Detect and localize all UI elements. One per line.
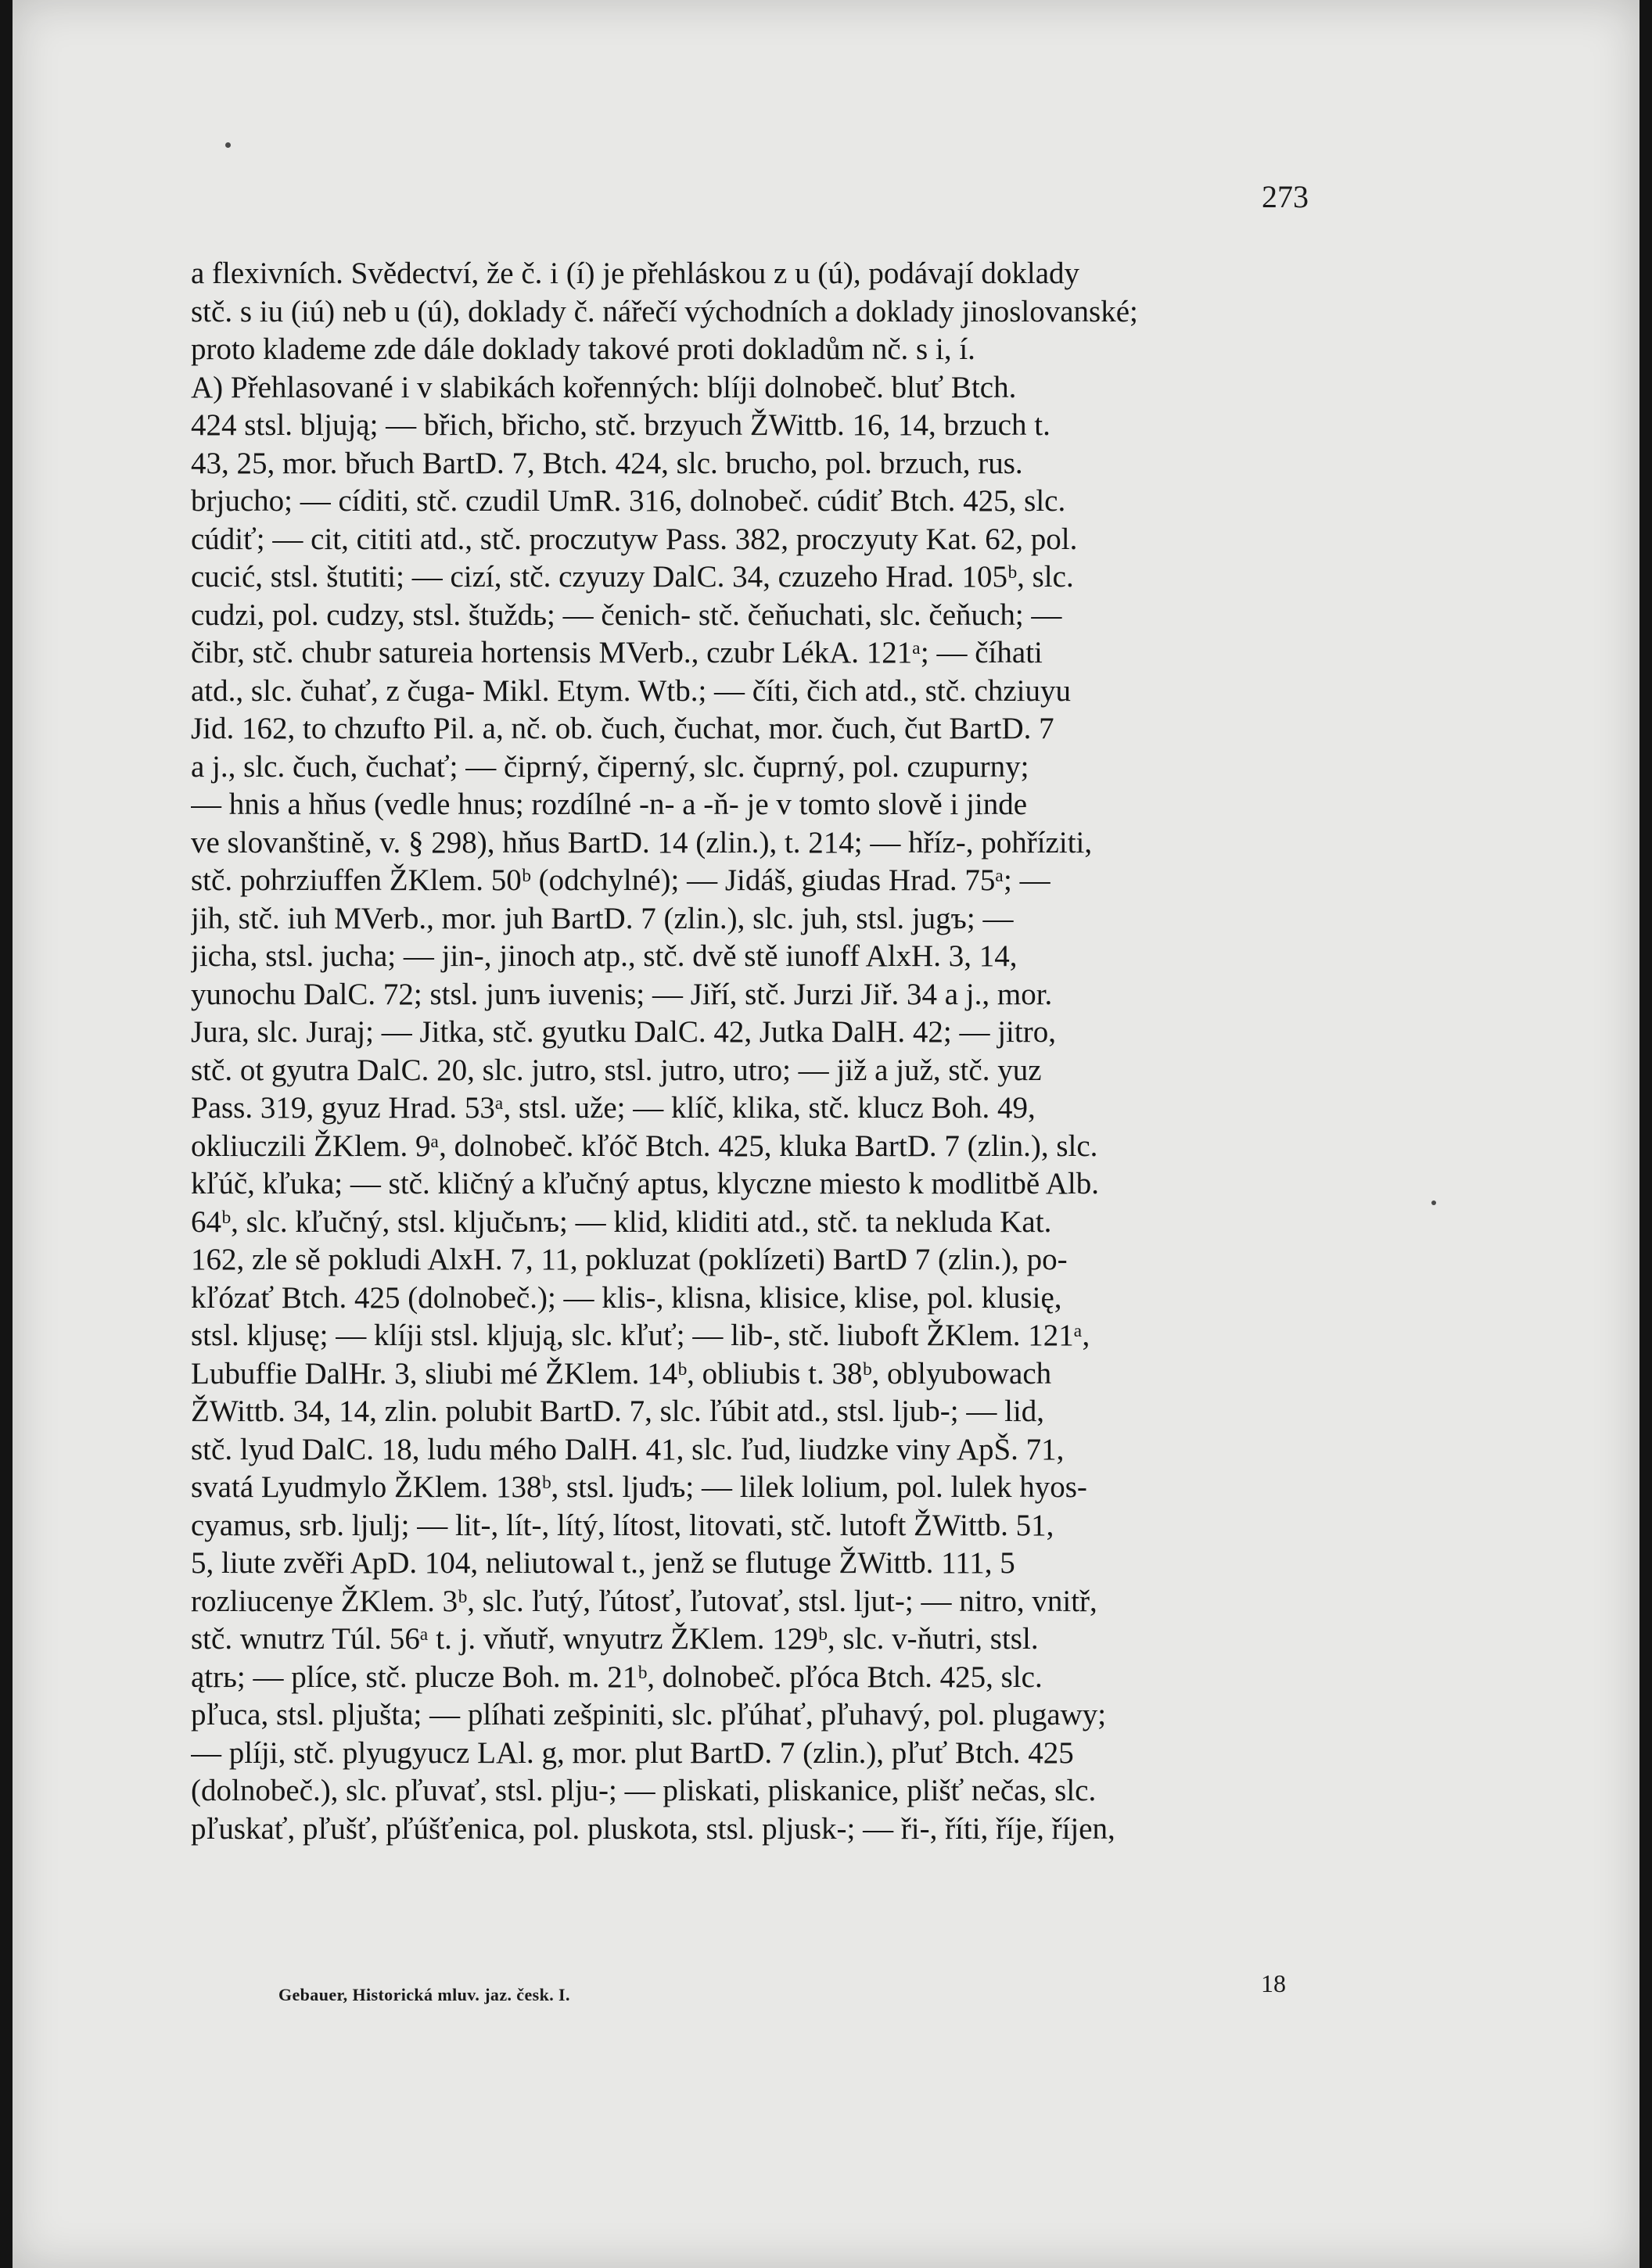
- ink-speck: [225, 142, 231, 148]
- text-line: pľuca, stsl. pljušta; — plíhati zešpiniti, slc. pľúhať, pľuhavý, pol. plugawy;: [191, 1698, 1107, 1732]
- text-line: 43, 25, mor. břuch BartD. 7, Btch. 424, slc. brucho, pol. brzuch, rus.: [191, 446, 1023, 480]
- text-line: — hnis a hňus (vedle hnus; rozdílné -n- a -ň- je v tomto slově i jinde: [191, 788, 1028, 821]
- text-line: A) Přehlasované i v slabikách kořenných: blíji dolnobeč. bluť Btch.: [191, 370, 1017, 404]
- text-line: a j., slc. čuch, čuchať; — čiprný, čiperný, slc. čuprný, pol. czupurny;: [191, 749, 1029, 784]
- text-line: Jura, slc. Juraj; — Jitka, stč. gyutku DalC. 42, Jutka DalH. 42; — jitro,: [191, 1015, 1056, 1049]
- text-line: 424 stsl. bljują; — břich, břicho, stč. brzyuch ŽWittb. 16, 14, brzuch t.: [191, 408, 1050, 442]
- text-line: stč. s iu (iú) neb u (ú), doklady č. nářečí východních a doklady jinoslovanské;: [191, 294, 1138, 328]
- text-line: a flexivních. Svědectví, že č. i (í) je přehláskou z u (ú), podávají doklady: [191, 257, 1080, 290]
- text-line: (dolnobeč.), slc. pľuvať, stsl. plju-; — pliskati, pliskanice, plišť nečas, slc.: [191, 1774, 1097, 1807]
- body-text: [191, 255, 1353, 1848]
- text-line: brjucho; — cíditi, stč. czudil UmR. 316, dolnobeč. cúdiť Btch. 425, slc.: [191, 484, 1066, 518]
- text-line: Pass. 319, gyuz Hrad. 53ᵃ, stsl. uže; — klíč, klika, stč. klucz Boh. 49,: [191, 1091, 1036, 1125]
- signature-mark: 18: [1261, 1969, 1286, 1997]
- footer-title: Gebauer, Historická mluv. jaz. česk. I.: [278, 1985, 570, 2004]
- text-line: kľúč, kľuka; — stč. kličný a kľučný aptus, klyczne miesto k modlitbě Alb.: [191, 1167, 1099, 1200]
- text-line: 64ᵇ, slc. kľučný, stsl. ključьnъ; — klid, kliditi atd., stč. ta nekluda Kat.: [191, 1204, 1052, 1239]
- text-line: atd., slc. čuhať, z čuga- Mikl. Etym. Wtb.; — číti, čich atd., stč. chziuyu: [191, 673, 1071, 708]
- text-line: jih, stč. iuh MVerb., mor. juh BartD. 7 (zlin.), slc. juh, stsl. jugъ; —: [191, 901, 1014, 935]
- text-line: yunochu DalC. 72; stsl. junъ iuvenis; — Jiří, stč. Jurzi Jiř. 34 a j., mor.: [191, 977, 1053, 1011]
- text-line: ŽWittb. 34, 14, zlin. polubit BartD. 7, slc. ľúbit atd., stsl. ljub-; — lid,: [191, 1394, 1045, 1428]
- text-line: — plíji, stč. plyugyucz LAl. g, mor. plut BartD. 7 (zlin.), pľuť Btch. 425: [191, 1735, 1074, 1770]
- text-line: pľuskať, pľušť, pľúšťenica, pol. pluskota, stsl. pljusk-; — ři-, říti, říje, říjen,: [191, 1811, 1115, 1846]
- page-number: 273: [1262, 179, 1309, 214]
- text-line: rozliucenye ŽKlem. 3ᵇ, slc. ľutý, ľútosť, ľutovať, stsl. ljut-; — nitro, vnitř,: [191, 1584, 1097, 1618]
- text-line: cucić, stsl. štutiti; — cizí, stč. czyuzy DalC. 34, czuzeho Hrad. 105ᵇ, slc.: [191, 560, 1074, 594]
- text-line: cyamus, srb. ljulj; — lit-, lít-, lítý, lítost, litovati, stč. lutoft ŽWittb. 51,: [191, 1508, 1054, 1542]
- text-line: okliuczili ŽKlem. 9ᵃ, dolnobeč. kľóč Btch. 425, kluka BartD. 7 (zlin.), slc.: [191, 1129, 1098, 1163]
- text-line: kľózať Btch. 425 (dolnobeč.); — klis-, klisna, klisice, klise, pol. klusię,: [191, 1280, 1062, 1315]
- text-line: ve slovanštině, v. § 298), hňus BartD. 14 (zlin.), t. 214; — hříz-, pohříziti,: [191, 825, 1093, 859]
- text-line: cudzi, pol. cudzy, stsl. štuždь; — čenich- stč. čeňuchati, slc. čeňuch; —: [191, 598, 1062, 632]
- book-page: [13, 0, 1639, 2268]
- text-line: proto klademe zde dále doklady takové proti dokladům nč. s i, í.: [191, 332, 975, 366]
- text-line: 162, zle sě pokludi AlxH. 7, 11, pokluzat (poklízeti) BartD 7 (zlin.), po-: [191, 1243, 1068, 1276]
- text-line: ątrь; — plíce, stč. plucze Boh. m. 21ᵇ, dolnobeč. pľóca Btch. 425, slc.: [191, 1660, 1043, 1694]
- text-line: jicha, stsl. jucha; — jin-, jinoch atp., stč. dvě stě iunoff AlxH. 3, 14,: [191, 939, 1018, 973]
- text-line: Lubuffie DalHr. 3, sliubi mé ŽKlem. 14ᵇ, obliubis t. 38ᵇ, oblyubowach: [191, 1356, 1052, 1391]
- text-line: stč. pohrziuffen ŽKlem. 50ᵇ (odchylné); — Jidáš, giudas Hrad. 75ᵃ; —: [191, 863, 1050, 897]
- text-line: Jid. 162, to chzufto Pil. a, nč. ob. čuch, čuchat, mor. čuch, čut BartD. 7: [191, 712, 1054, 745]
- text-line: stč. wnutrz Túl. 56ᵃ t. j. vňutř, wnyutrz ŽKlem. 129ᵇ, slc. v-ňutri, stsl.: [191, 1622, 1039, 1656]
- ink-speck: [1431, 1200, 1436, 1205]
- text-line: stč. ot gyutra DalC. 20, slc. jutro, stsl. jutro, utro; — již a juž, stč. yuz: [191, 1053, 1042, 1087]
- text-line: svatá Lyudmylo ŽKlem. 138ᵇ, stsl. ljudъ; — lilek lolium, pol. lulek hyos-: [191, 1470, 1087, 1504]
- text-line: čibr, stč. chubr satureia hortensis MVerb., czubr LékA. 121ᵃ; — číhati: [191, 636, 1043, 669]
- text-line: 5, liute zvěři ApD. 104, neliutowal t., jenž se flutuge ŽWittb. 111, 5: [191, 1546, 1015, 1580]
- text-line: stsl. kljusę; — klíji stsl. kljują, slc. kľuť; — lib-, stč. liuboft ŽKlem. 121ᵃ,: [191, 1319, 1090, 1352]
- text-line: cúdiť; — cit, cititi atd., stč. proczutyw Pass. 382, proczyuty Kat. 62, pol.: [191, 522, 1078, 556]
- text-line: stč. lyud DalC. 18, ludu mého DalH. 41, slc. ľud, liudzke viny ApŠ. 71,: [191, 1432, 1065, 1466]
